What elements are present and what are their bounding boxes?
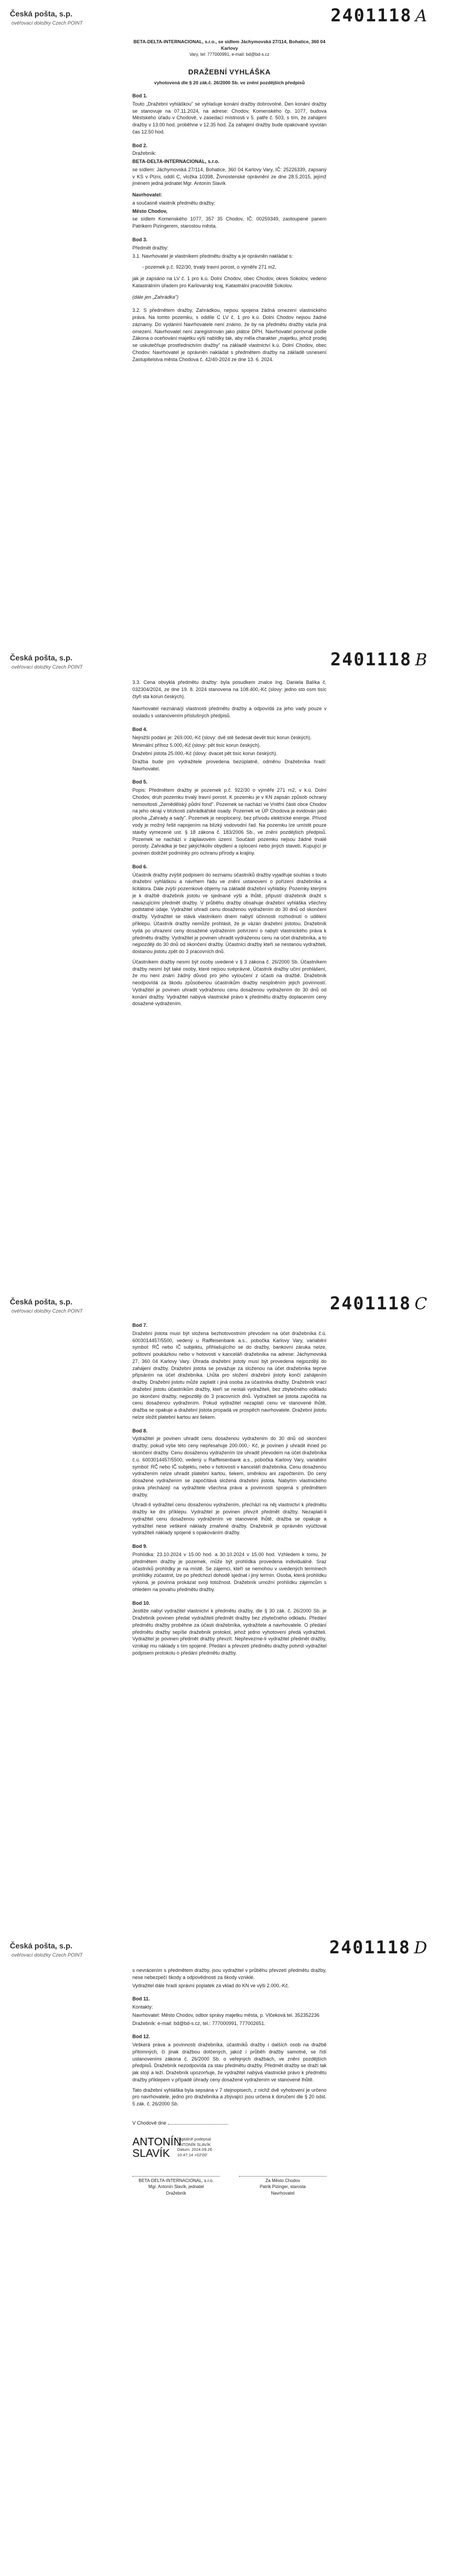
stamp-company: Česká pošta, s.p. — [10, 653, 73, 662]
page-c-content — [132, 1322, 326, 1657]
digital-signature — [132, 2137, 326, 2160]
section-bod10 — [132, 1600, 326, 1657]
section-text: se sídlem Komenského 1077, 357 35 Chodov, IČ: 00259349, zastoupené panem Patrikem Pizingerem, starostou města. — [132, 216, 326, 229]
document-number — [329, 1935, 428, 1960]
signature-caption: Za Město Chodov — [265, 2178, 300, 2183]
auctioneer-name: BETA-DELTA-INTERNACIONAL, s.r.o. — [132, 159, 219, 165]
section-text: Dražba bude pro vydražitele provedena bezúplatně, odměnu Dražebníka hradí: Navrhovatel. — [132, 758, 326, 771]
section-text: Jestliže nabyl vydražitel vlastnictví k předmětu dražby, dle § 30 zák. č. 26/2000 Sb. je Dražebník povinen předat vydražiteli předmět dražby bez zbytečného odkladu. Předání předmětu dražby proběhne za účasti dražebníka, vydražitele a navrhovatele. O předání předmětu dražby sepíše dražebník protokol, jehož jedno vyhotovení předá vydražiteli. Vydražitel je povinen předmět dražby převzít. Nepřevezme-li vydražitel předmět dražby, vznikají mu náklady s tím spojené. Předání a převzetí předmětu dražby potvrdí vydražitel podpisem protokolu o předání předmětu dražby. — [132, 1608, 326, 1656]
place-date — [132, 2120, 326, 2127]
stamp-sub: ověřovací doložky Czech POINT — [11, 20, 83, 26]
section-text: Vydražitel je povinen uhradit cenu dosaženou vydražením do 30 dnů od skončení dražby; pokud výše této ceny nepřesahuje 200.000,- Kč, je povinen ji uhradit ihned po skončení dražby. Cenu dosaženou vydražením lze uhradit převodem na účet dražebníka č.ú. 6003014457/5500, vedený u Raiffeisenbank a.s., pobočka Karlovy Vary, variabilní symbol: RČ nebo IČ subjektu, nebo v hotovosti v kanceláři dražebníka. Cenu dosaženou vydražením nelze uhradit platební kartou, šekem, směnkou ani započtením. Do ceny dosažené vydražením se započítává složená dražební jistota. Nabytím vlastnického práva přecházejí na vydražitele všechna práva a povinnosti spojená s předmětem dražby. — [132, 1436, 326, 1498]
signature-line — [132, 2176, 220, 2177]
section-text: s nevrácením s předmětem dražby, jsou vydražitel v průběhu převzetí předmětu dražby, nese nebezpečí škody a odpovědnosti za škody vzniklé. — [132, 1968, 326, 1980]
section-bod6 — [132, 863, 326, 1007]
section-text: Prohlídka: 23.10.2024 v 15.00 hod. a 30.10.2024 v 15.00 hod. Vzhledem k tomu, že předmětem dražby je pozemek, může být prohlídka provedena individuálně. Sraz účastníků prohlídky je na místě. Se zájemci, kteří se nemohou v uvedených termínech prohlídky zúčastnit, lze po předchozí dohodě sjednat i jiný termín. Osoba, která prohlídku vykoná, je povinna prokázat svoji totožnost. Dražebník umožní prohlídku zájemcům s ohledem na povahu předmětu dražby. — [132, 1551, 326, 1592]
signature-meta — [177, 2137, 212, 2158]
signature-meta-line: Datum: 2024.09.26 — [177, 2147, 212, 2153]
section-text: Vydražitel dále hradí správní poplatek za vklad do KN ve výši 2.000,-Kč. — [132, 1982, 289, 1988]
document-number — [330, 647, 428, 672]
page-d-content — [132, 1966, 326, 2196]
signature-caption: Dražebník — [166, 2190, 186, 2196]
section-bod1 — [132, 92, 326, 136]
signature-name — [132, 2136, 182, 2160]
section-heading: Bod 8. — [132, 1428, 148, 1434]
section-label: Navrhovatel: — [132, 192, 162, 198]
section-label: Dražebník: — [132, 150, 156, 156]
section-text: Dražební jistota musí být složena bezhotovostním převodem na účet dražebníka č.ú. 6003014457/5500, vedený u Raiffeisenbank a.s., pobočka Karlovy Vary, variabilní symbol: RČ nebo IČ subjektu, přihlašujícího se do dražby, bankovní záruka nelze, poštovní poukázkou nebo v hotovosti v kanceláři dražebníka na adrese: Jáchymovská 27, 360 04 Karlovy Vary. Úhrada dražební jistoty musí být provedena nejpozději do zahájení dražby. Dražební jistota se považuje za složenou na účet dražebníka teprve připsáním na účet dražebníka. Lhůta pro složení dražební jistoty končí zahájením dražby. Dražební jistotu může zaplatit i jiná osoba za účastníka dražby. Dražebník vrací dražební jistotu účastníkům dražby, kteří se nestali vydražiteli, bez zbytečného odkladu po skončení dražby, nejpozději do 3 pracovních dnů. Vydražiteli se jistota započítá na cenu dosaženou vydražením. Pokud vydražitel nezaplatí cenu ve stanovené lhůtě, dražba se opakuje a dražební jistota propadá ve prospěch navrhovatele. Dražební jistotu nelze složit platební kartou ani šekem. — [132, 1330, 326, 1420]
section-text: a současně vlastník předmětu dražby: — [132, 200, 215, 206]
section-heading: Bod 4. — [132, 726, 148, 732]
document-number-value: 2401118 — [330, 649, 412, 670]
section-bod7 — [132, 1322, 326, 1421]
section-heading: Bod 11. — [132, 1996, 150, 2002]
document-subtitle: vyhotovená dle § 20 zák.č. 26/2000 Sb. ve znění pozdějších předpisů — [154, 79, 305, 85]
signature-caption: Mgr. Antonín Slavík, jednatel — [148, 2184, 204, 2190]
document-title: DRAŽEBNÍ VYHLÁŠKA — [188, 68, 271, 77]
document-number-value: 2401118 — [330, 1293, 412, 1314]
signature-caption: BETA-DELTA-INTERNACIONAL, s.r.o. — [138, 2178, 214, 2183]
document-number-suffix: C — [415, 1295, 428, 1314]
document-number-suffix: A — [415, 7, 428, 26]
section-bod5 — [132, 779, 326, 856]
place-date-label: V Chodově dne — [132, 2120, 167, 2126]
section-text: Dražebník: e-mail: bd@bd-s.cz, tel.: 777000991, 777002651. — [132, 2020, 266, 2026]
section-text: Navrhovatel: Město Chodov, odbor správy majetku města, p. Vlčeková tel. 352352236 — [132, 2012, 320, 2018]
signature-name-line2: SLAVÍK — [132, 2147, 170, 2160]
section-bod4 — [132, 726, 326, 773]
section-text: Popis: Předmětem dražby je pozemek p.č. 922/30 o výměře 271 m2, v k.ú. Dolní Chodov, druh pozemku trvalý travní porost. K pozemku je v KN zapsán způsob ochrany nemovitosti „Zemědělský půdní fond". Pozemek se nachází ve Vnitřní části obce Chodov na jeho okraji v blízkosti zahrádkářské osady. Pozemek ve ÚP Chodova je evidován jako plocha „Zahrady a sady". Pozemek je neoplocený, bez přívodu elektrické energie. Přívod vody je možný řešit napojením na blízký vodovodní řad. Na pozemku lze umístit pouze stavby vymezené ust. § 18 zákona č. 183/2006 Sb., ve znění pozdějších předpisů. Pozemek se nachází v záplavovém území. Součástí pozemku nejsou žádné trvalé porosty. Zahrádka je bez jakýchkoliv obydlení a oplocení nebo jiných staveb. Kupující je povinen dodržet podmínky pro ochranu přírody a krajiny. — [132, 787, 326, 856]
stamp-company: Česká pošta, s.p. — [10, 1297, 73, 1306]
document-number-suffix: B — [415, 651, 428, 670]
section-text: se sídlem: Jáchymovská 27/114, Bohatice, 360 04 Karlovy Vary, IČ: 25226339, zapsaný v KS v Plzni, oddíl C, vložka 10398, Živnostenské oprávnění ze dne 28.5.2015, jejímž jménem jedná jednatel Mgr. Antonín Slavík — [132, 166, 326, 187]
signature-caption: Navrhovatel — [271, 2190, 295, 2196]
header-address-line1: BETA-DELTA-INTERNACIONAL, s.r.o., se sídlem Jáchymovská 27/114, Bohatice, 360 04 Karlovy — [133, 39, 325, 51]
stamp-sub: ověřovací doložky Czech POINT — [11, 1308, 83, 1314]
section-text: Minimální příhoz 5.000,-Kč (slovy: pět tisíc korun českých). — [132, 742, 261, 749]
section-heading: Bod 5. — [132, 779, 148, 785]
section-heading: Bod 3. — [132, 237, 148, 243]
section-label: Kontakty: — [132, 2004, 153, 2010]
section-text: Veškerá práva a povinnosti dražebníka, účastníků dražby i dalších osob na dražbě přítomných, či jinak dražbou dotčených, jakož i průběh dražby samotné, se řídí ustanoveními zákona č. 26/2000 Sb. o veřejných dražbách, ve znění pozdějších předpisů. Dražebník nezodpovídá za stav předmětu dražby. Předmět dražby se draží tak jak stojí a leží. Dražebník upozorňuje, že vydražitel nabývá vlastnické právo k předmětu dražby příklepem v případě úhrady ceny dosažené vydražením ve stanovené lhůtě. — [132, 2042, 326, 2082]
section-text: Účastníkem dražby nesmí být osoby uvedené v § 3 zákona č. 26/2000 Sb. Účastníkem dražby nesmí být také osoby, které nejsou svéprávné. Účastník dražby učiní prohlášení, že mu není znám žádný důvod pro jeho vyloučení z účasti na dražbě. Dražebník neodpovídá za škodu způsobenou účastníkům dražby nesplněním jejich povinností. Vydražitel je povinen uhradit vydraženou cenu dosaženou vydražením do 30 dnů od konání dražby. Vydražitel nabývá vlastnické právo k předmětu dražby doplacením ceny dosažené vydražením. — [132, 959, 326, 1007]
section-text: Účastník dražby zvýšit podpisem do seznamu účastníků dražby vyjadřuje souhlas s touto dražební vyhláškou a návrhem řádu ve znění ustanovení o pořízení dražebníka a licitátora. Dále zvýší pozemkové objemy na základě dražební vyhlášky. Pozemky kterými je k dražbě dražebník jistotu ve sjednané výši a lhůtě, připustí dražebník dražit s navazujícími předmět dražby. V průběhu dražby obsahuje dražební vyhláška všechny podstatné údaje. Vydražitel uhradí cenu dosaženou vydražením do 30 dnů od skončení dražby. Vydražitel se stává vlastníkem dnem nabytí účinnosti rozhodnutí o udělení příklepu. Účastník dražby nemůže prohlásit, že je vázán dražební jistotou. Dražebník vydá po uhrazení ceny dosažené vydražením potvrzení o nabytí vlastnického práva k předmětu dražby. Vydražitel je povinen uhradit vydraženou cenu na účet dražebníka, a to nejpozději do 30 dnů od skončení dražby. Účastníci dražby kteří se nestanou vydražiteli, dostanou jistotu zpět do 3 pracovních dnů. — [132, 872, 326, 955]
section-text: Tato dražební vyhláška byla sepsána v 7 stejnopisech, z nichž dvě vyhotovení je určeno pro navrhovatele, jedno pro dražebníka a zbývající jsou určena k doručení dle § 20 odst. 5 zák. č. 26/2000 Sb. — [132, 2087, 326, 2107]
signature-meta-line: Digitálně podepsal — [177, 2136, 211, 2142]
section-text: Navrhovatel neznáná/jí vlastnosti předmětu dražby a odpovídá za jeho vady pouze v souladu s ustanovením příslušných předpisů. — [132, 706, 326, 719]
section-bod3 — [132, 236, 326, 363]
section-heading: Bod 1. — [132, 93, 148, 98]
section-text: (dále jen „Zahrádka") — [132, 294, 179, 300]
signature-meta-line: 10:47:14 +02'00' — [177, 2153, 208, 2158]
signature-name-line1: ANTONÍN — [132, 2136, 182, 2148]
section-bod2 — [132, 142, 326, 230]
document-number-suffix: D — [413, 1939, 428, 1958]
section-heading: Bod 9. — [132, 1544, 148, 1550]
stamp — [10, 9, 83, 27]
page-a-content — [132, 38, 326, 363]
stamp-company: Česká pošta, s.p. — [10, 9, 73, 18]
section-heading: Bod 2. — [132, 142, 148, 148]
page-b — [0, 644, 449, 1288]
signature-row — [132, 2176, 326, 2196]
signature-caption: Patrik Pizinger, starosta — [259, 2184, 306, 2190]
signature-line — [239, 2176, 326, 2177]
section-heading: Bod 6. — [132, 863, 148, 869]
stamp — [10, 1941, 83, 1959]
stamp — [10, 1297, 83, 1315]
signature-meta-line: ANTONÍN SLAVÍK — [177, 2142, 211, 2147]
stamp-sub: ověřovací doložky Czech POINT — [11, 664, 83, 670]
header-address-line2: Vary, tel: 777000991, e-mail: bd@bd-s.cz — [189, 52, 270, 57]
document-number — [330, 3, 428, 28]
signature-auctioneer — [132, 2176, 220, 2196]
document-number-value: 2401118 — [329, 1937, 411, 1958]
proposer-name: Město Chodov, — [132, 208, 167, 214]
section-bod9 — [132, 1543, 326, 1593]
stamp-company: Česká pošta, s.p. — [10, 1941, 73, 1950]
section-heading: Bod 10. — [132, 1600, 150, 1606]
section-text: 3.1. Navrhovatel je vlastníkem předmětu dražby a je oprávněn nakládat s: — [132, 253, 293, 259]
section-text: 3.2. S předmětem dražby, Zahrádkou, nejsou spojena žádná omezení vlastnického práva. Na tomto pozemku, s oddíle C LV č. 1 pro k.ú. Dolní Chodov nejsou žádné záznamy. Do vydáníní Navrhovatele není známo, že by na předmětu dražby vázla jiná omezení. Navrhovatel není zaregistrován jako plátce DPH. Navrhovatel porovnal podle Zákona o oceňování majetku výši nabídky tak, aby měla charakter „majetku, jehož prodej se uskutečňuje prostřednictvím dražby" na základě vlastnictví k.ú. Dolní Chodov, obec Chodov. Navrhovatel je oprávněn nakládat s předmětem dražby na základě usnesení Zastupitelstva města Chodova č. 42/40-2024 ze dne 13. 6. 2024. — [132, 308, 326, 362]
section-bod8 — [132, 1428, 326, 1536]
page-d — [0, 1932, 449, 2576]
document-number-value: 2401118 — [330, 5, 412, 26]
document-number — [330, 1291, 428, 1316]
section-text: Uhradí-li vydražitel cenu dosaženou vydražením, přechází na něj vlastnictví k předmětu dražby ke dni příklepu. Vydražitel je povinen převzít předmět dražby. Nezaplatí-li vydražitel cenu dosaženou vydražením ve stanovené lhůtě, dražba se opakuje a vydražitel nese veškeré náklady zmařené dražby. Dražebník je oprávněn vyúčtovat vydražiteli náklady spojené s opakováním dražby. — [132, 1502, 326, 1536]
stamp-sub: ověřovací doložky Czech POINT — [11, 1952, 83, 1958]
section-heading: Bod 7. — [132, 1322, 148, 1328]
stamp — [10, 653, 83, 671]
section-label: Předmět dražby: — [132, 245, 169, 251]
section-item: - pozemek p.č. 922/30, trvalý travní porost, o výměře 271 m2, — [142, 264, 277, 270]
signature-proposer — [239, 2176, 326, 2196]
section-text: jak je zapsáno na LV č. 1 pro k.ú. Dolní Chodov, obec Chodov, okres Sokolov, vedeno Katastrálním úřadem pro Karlovarský kraj, Katastrální pracoviště Sokolov. — [132, 276, 326, 288]
section-text: 3.3. Cena obvyklá předmětu dražby: byla posudkem znalce Ing. Daniela Balíka č. 032304/2024, ze dne 19. 8. 2024 stanovena na 108.400,-Kč (slovy: jedno sto osm tisíc čtyři sta korun českých). — [132, 680, 326, 699]
section-bod12 — [132, 2033, 326, 2108]
section-text: Dražební jistota 25.000,-Kč (slovy: dvacet pět tisíc korun českých). — [132, 751, 278, 757]
place-date-fill — [168, 2124, 228, 2125]
page-b-content — [132, 678, 326, 1007]
section-text: Touto „Dražební vyhláškou" se vyhlašuje konání dražby dobrovolné. Den konání dražby se stanovuje na 07.11.2024, na adrese: Chodov, Komenského čp. 1077, budova Městského úřadu v Chodově, v zasedací místnosti v 5. patře č. 503, s tím, že zahájení dražby v 13.00 hod. proběhne v 12.35 hod. Za zahájení dražby bude opakovaně vyvolán čas 12.50 hod. — [132, 101, 326, 135]
page-c — [0, 1288, 449, 1932]
header-address — [132, 38, 326, 57]
page-a — [0, 0, 449, 644]
section-heading: Bod 12. — [132, 2034, 150, 2040]
section-bod11 — [132, 1995, 326, 2027]
section-text: Nejnižší podání je: 269.000,-Kč (slovy: dvě stě šedesát devět tisíc korun českých). — [132, 734, 312, 740]
